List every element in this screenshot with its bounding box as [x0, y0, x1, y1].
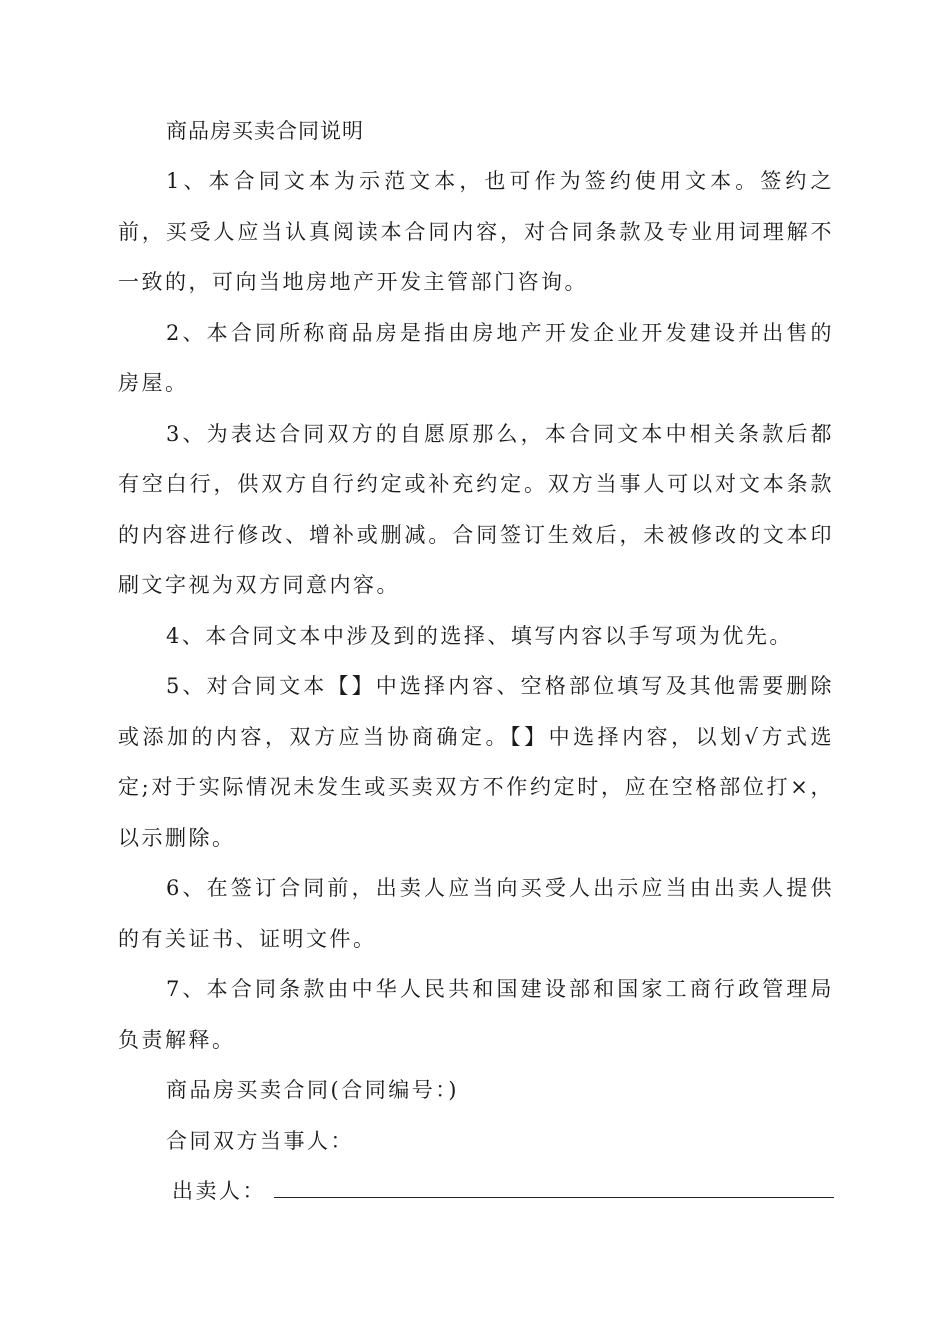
seller-label: 出卖人：	[172, 1179, 266, 1203]
paragraph-6: 6、在签订合同前，出卖人应当向买受人出示应当由出卖人提供的有关证书、证明文件。	[118, 876, 834, 951]
paragraph-7: 7、本合同条款由中华人民共和国建设部和国家工商行政管理局负责解释。	[118, 977, 834, 1052]
paragraph-1: 1、本合同文本为示范文本，也可作为签约使用文本。签约之前，买受人应当认真阅读本合同内容，对合同条款及专业用词理解不一致的，可向当地房地产开发主管部门咨询。	[118, 169, 834, 294]
seller-row	[118, 1166, 834, 1217]
document-page	[118, 106, 834, 1217]
paragraph-2: 2、本合同所称商品房是指由房地产开发企业开发建设并出售的房屋。	[118, 320, 834, 395]
contract-title: 商品房买卖合同(合同编号：)	[166, 1078, 459, 1102]
parties-label: 合同双方当事人：	[166, 1128, 354, 1153]
paragraph-4: 4、本合同文本中涉及到的选择、填写内容以手写项为优先。	[166, 623, 793, 648]
document-title: 商品房买卖合同说明	[166, 119, 364, 143]
seller-blank-line[interactable]	[274, 1167, 834, 1198]
paragraph-3: 3、为表达合同双方的自愿原那么，本合同文本中相关条款后都有空白行，供双方自行约定或补充约定。双方当事人可以对文本条款的内容进行修改、增补或删减。合同签订生效后，未被修改的文本印刷文字视为双方同意内容。	[118, 421, 834, 597]
paragraph-5: 5、对合同文本【】中选择内容、空格部位填写及其他需要删除或添加的内容，双方应当协商确定。【】中选择内容，以划√方式选定;对于实际情况未发生或买卖双方不作约定时，应在空格部位打×，以示删除。	[118, 674, 834, 850]
